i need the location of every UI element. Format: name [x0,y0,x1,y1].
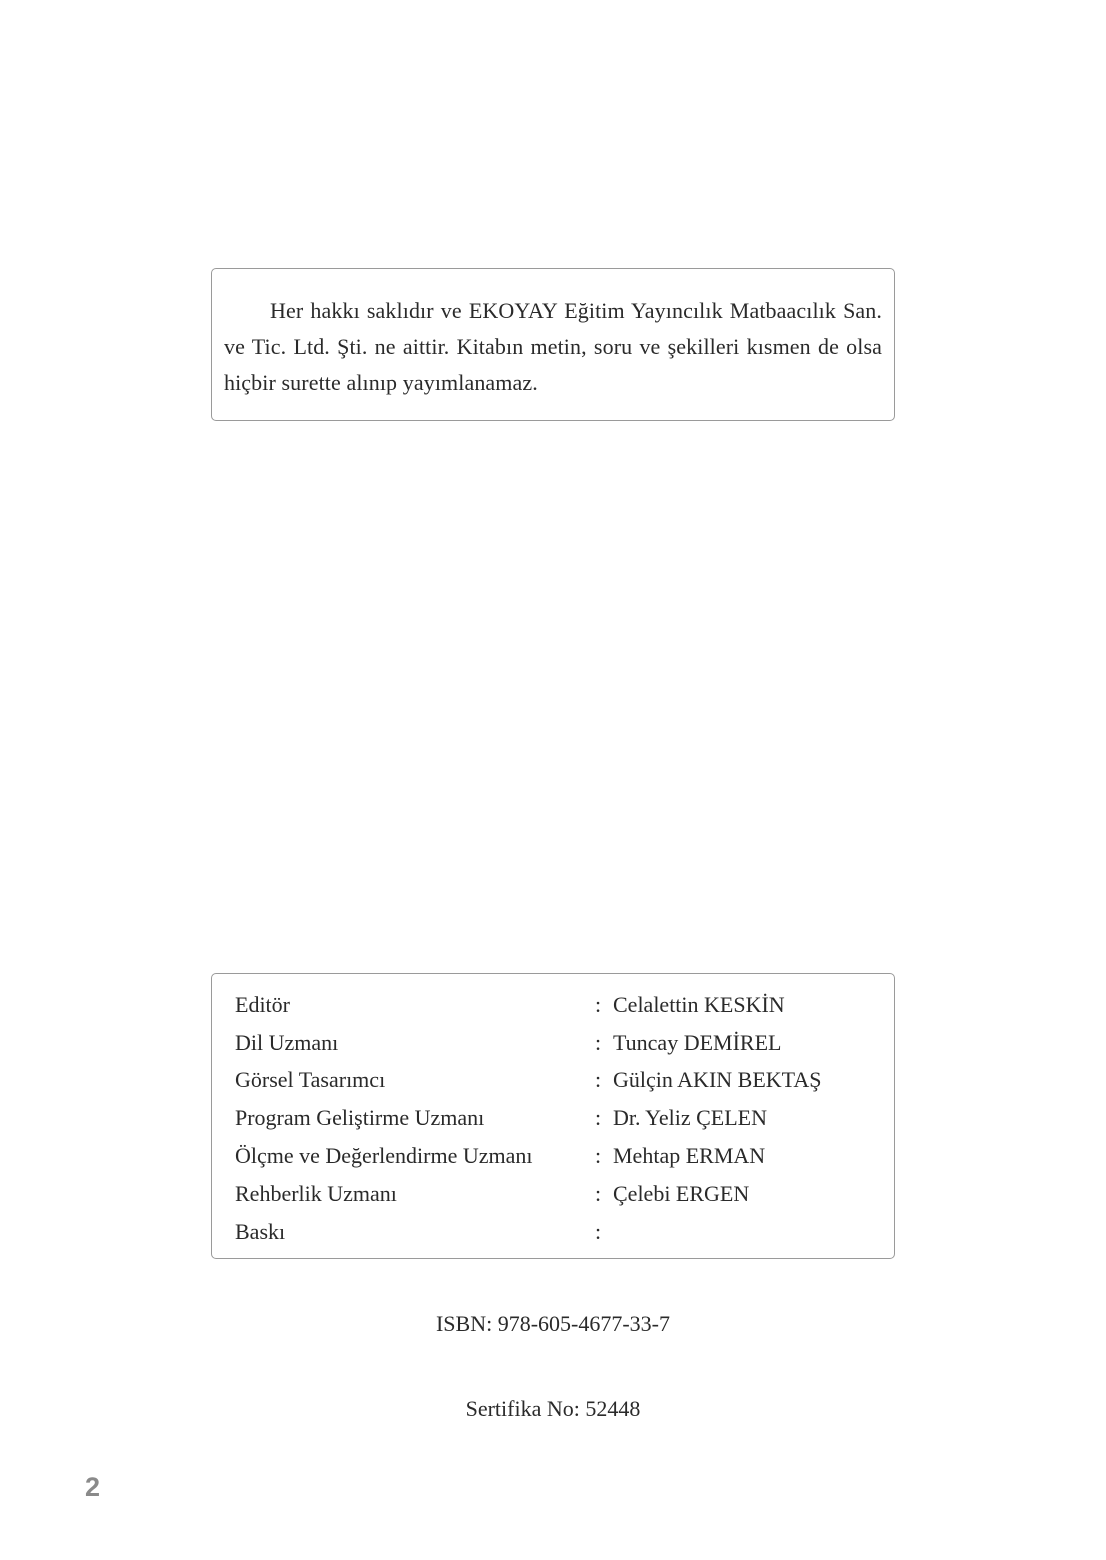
credits-box [211,973,895,1259]
credit-row-program-development [235,1099,894,1137]
credit-role: Dil Uzmanı [235,1029,339,1055]
credit-separator: : [595,1143,602,1169]
credit-row-guidance-expert [235,1175,894,1213]
credit-role: Program Geliştirme Uzmanı [235,1105,485,1131]
isbn-number: ISBN: 978-605-4677-33-7 [435,1311,671,1336]
certificate-number: Sertifika No: 52448 [465,1396,641,1421]
credit-row-assessment-expert [235,1137,894,1175]
credit-row-language-expert [235,1024,894,1062]
copyright-notice-text: Her hakkı saklıdır ve EKOYAY Eğitim Yayıncılık Matbaacılık San. ve Tic. Ltd. Şti. ne aittir. Kitabın metin, soru ve şekilleri kısmen de olsa hiçbir surette alınıp yayımlanamaz. [224,298,882,395]
credit-name: Dr. Yeliz ÇELEN [613,1105,767,1131]
credit-separator: : [595,1218,602,1244]
credit-role: Görsel Tasarımcı [235,1067,386,1093]
credit-separator: : [595,1029,602,1055]
credit-name: Celalettin KESKİN [613,991,785,1017]
credit-name: Çelebi ERGEN [613,1180,750,1206]
credit-name: Tuncay DEMİREL [613,1029,782,1055]
credit-row-visual-designer [235,1062,894,1100]
page-number: 2 [85,1472,101,1502]
credit-name: Gülçin AKIN BEKTAŞ [613,1067,822,1093]
credit-row-print [235,1213,894,1251]
credit-role: Baskı [235,1218,286,1244]
credit-separator: : [595,1180,602,1206]
credit-separator: : [595,1067,602,1093]
credit-row-editor [235,986,894,1024]
credit-role: Ölçme ve Değerlendirme Uzmanı [235,1143,533,1169]
credit-name: Mehtap ERMAN [613,1143,766,1169]
credit-role: Rehberlik Uzmanı [235,1180,397,1206]
credit-role: Editör [235,991,290,1017]
credit-separator: : [595,991,602,1017]
credit-separator: : [595,1105,602,1131]
copyright-notice-box [211,268,895,421]
